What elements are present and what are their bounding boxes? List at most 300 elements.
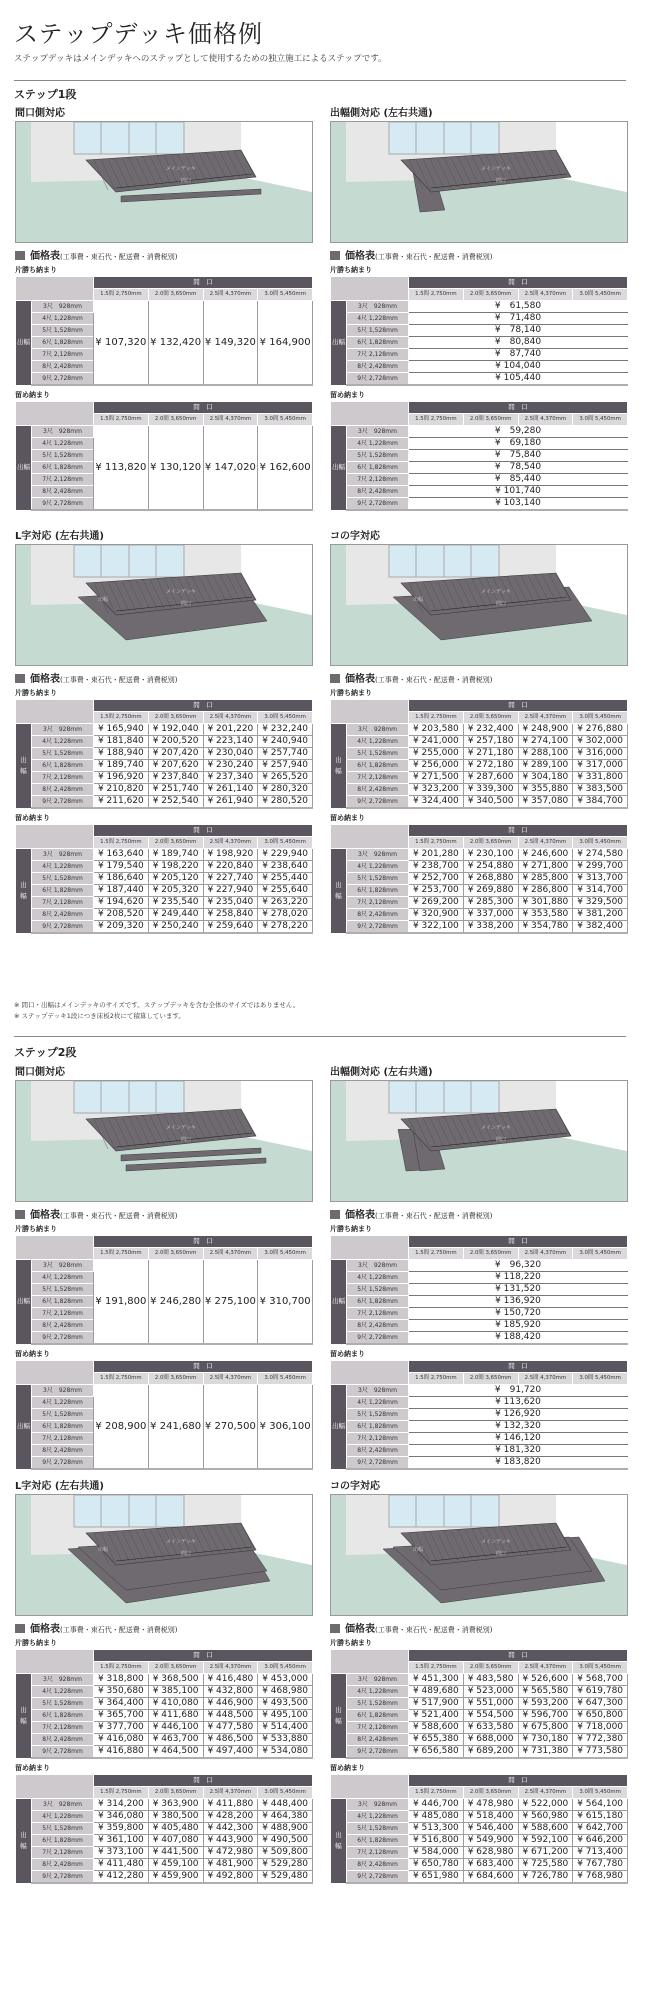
illus-maguchi-label: 間口: [496, 601, 507, 607]
column-header: 2.0間 3,650mm: [463, 1373, 518, 1385]
price-cell: ¥ 314,200: [94, 1799, 149, 1811]
price-cell: ¥ 132,320: [409, 1421, 628, 1433]
price-cell: ¥ 163,640: [94, 849, 149, 861]
table-row: [16, 724, 313, 736]
price-cell: ¥ 768,980: [573, 1871, 628, 1884]
column-header: 2.0間 3,650mm: [148, 712, 203, 724]
price-cell: ¥ 69,180: [409, 438, 628, 450]
table-title-note: (工事費・束石代・配送費・消費税別): [375, 253, 493, 261]
square-bullet-icon: [15, 674, 25, 683]
price-cell: ¥ 104,040: [409, 361, 628, 373]
price-cell: ¥ 651,980: [409, 1871, 464, 1884]
price-cell: ¥ 518,400: [463, 1811, 518, 1823]
price-cell: ¥ 551,000: [463, 1698, 518, 1710]
price-cell: ¥ 318,800: [94, 1674, 149, 1686]
column-header: 3.0間 5,450mm: [573, 1787, 628, 1799]
row-header: 7尺 2,128mm: [32, 897, 94, 909]
price-cell: ¥ 489,680: [409, 1686, 464, 1698]
price-cell: ¥ 78,540: [409, 462, 628, 474]
row-header: 9尺 2,728mm: [32, 1746, 94, 1759]
price-table: [15, 1774, 313, 1884]
price-cell: ¥ 165,940: [94, 724, 149, 736]
price-cell: ¥ 276,880: [573, 724, 628, 736]
row-header: 4尺 1,228mm: [32, 861, 94, 873]
table-row: [331, 1698, 628, 1710]
price-table: [15, 699, 313, 809]
price-cell: ¥ 412,280: [94, 1871, 149, 1884]
price-cell: ¥ 410,080: [148, 1698, 203, 1710]
row-header: 3尺 928mm: [347, 724, 409, 736]
price-cell: ¥ 270,500: [203, 1385, 258, 1470]
table-row: [331, 1260, 628, 1272]
table-row: [331, 1397, 628, 1409]
price-cell: ¥ 201,280: [409, 849, 464, 861]
column-header: 1.5間 2,750mm: [409, 1248, 464, 1260]
price-cell: ¥ 191,800: [94, 1260, 149, 1345]
row-header: 5尺 1,528mm: [32, 1698, 94, 1710]
price-cell: ¥ 529,480: [258, 1871, 313, 1884]
price-cell: ¥ 198,220: [148, 861, 203, 873]
price-cell: ¥ 205,120: [148, 873, 203, 885]
price-cell: ¥ 113,820: [94, 426, 149, 511]
debaba-header: 出 幅: [331, 1674, 347, 1759]
price-cell: ¥ 265,520: [258, 772, 313, 784]
debaba-header: 出 幅: [16, 1674, 32, 1759]
row-header: 3尺 928mm: [347, 1799, 409, 1811]
column-header: 3.0間 5,450mm: [573, 1373, 628, 1385]
row-header: 3尺 928mm: [32, 1799, 94, 1811]
table-row: [331, 450, 628, 462]
table-row: [331, 760, 628, 772]
price-cell: ¥ 485,080: [409, 1811, 464, 1823]
step2-panel-maguchi: [15, 1066, 313, 1470]
illus-main-deck-label: メインデッキ: [481, 1125, 511, 1131]
price-cell: ¥ 253,700: [409, 885, 464, 897]
table-title-text: 価格表: [345, 1210, 375, 1221]
column-header: 3.0間 5,450mm: [573, 289, 628, 301]
price-table-title: [330, 1209, 628, 1222]
price-cell: ¥ 280,320: [258, 784, 313, 796]
column-header: 2.0間 3,650mm: [463, 414, 518, 426]
price-cell: ¥ 514,400: [258, 1722, 313, 1734]
price-cell: ¥ 382,400: [573, 921, 628, 934]
price-cell: ¥ 448,500: [203, 1710, 258, 1722]
table-row: [331, 1332, 628, 1345]
row-header: 5尺 1,528mm: [32, 1823, 94, 1835]
illus-main-deck-label: メインデッキ: [481, 1539, 511, 1545]
column-header: 1.5間 2,750mm: [94, 712, 149, 724]
column-header: 3.0間 5,450mm: [258, 1373, 313, 1385]
table-row: [331, 736, 628, 748]
price-cell: ¥ 149,320: [203, 301, 258, 386]
price-table-title: [330, 673, 628, 686]
price-cell: ¥ 278,220: [258, 921, 313, 934]
deck-image: [15, 121, 313, 243]
price-cell: ¥ 208,900: [94, 1385, 149, 1470]
price-cell: ¥ 633,580: [463, 1722, 518, 1734]
table-row: [331, 1272, 628, 1284]
price-cell: ¥ 317,000: [573, 760, 628, 772]
row-header: 6尺 1,828mm: [347, 337, 409, 349]
price-cell: ¥ 483,580: [463, 1674, 518, 1686]
column-header: 2.0間 3,650mm: [463, 712, 518, 724]
maguchi-header: 間 口: [94, 825, 313, 837]
price-cell: ¥ 365,700: [94, 1710, 149, 1722]
table-row: [16, 1835, 313, 1847]
row-header: 6尺 1,828mm: [32, 885, 94, 897]
table-row: [16, 1260, 313, 1272]
column-header: 3.0間 5,450mm: [258, 289, 313, 301]
deck-image: [330, 121, 628, 243]
price-cell: ¥ 451,300: [409, 1674, 464, 1686]
price-cell: ¥ 384,700: [573, 796, 628, 809]
row-header: 4尺 1,228mm: [32, 1811, 94, 1823]
table-row: [331, 426, 628, 438]
row-header: 7尺 2,128mm: [32, 1433, 94, 1445]
illus-maguchi-label: 間口: [496, 1137, 507, 1143]
maguchi-header: 間 口: [409, 402, 628, 414]
price-cell: ¥ 136,920: [409, 1296, 628, 1308]
price-cell: ¥ 713,400: [573, 1847, 628, 1859]
price-table-title: [330, 250, 628, 263]
square-bullet-icon: [330, 251, 340, 260]
column-header: 3.0間 5,450mm: [573, 414, 628, 426]
row-header: 4尺 1,228mm: [32, 1272, 94, 1284]
price-cell: ¥ 565,580: [518, 1686, 573, 1698]
price-cell: ¥ 198,920: [203, 849, 258, 861]
row-header: 6尺 1,828mm: [32, 1296, 94, 1308]
table-corner: [16, 1236, 94, 1260]
panel-heading: 間口側対応: [15, 1067, 65, 1078]
price-cell: ¥ 492,800: [203, 1871, 258, 1884]
column-header: 3.0間 5,450mm: [573, 712, 628, 724]
row-header: 7尺 2,128mm: [347, 897, 409, 909]
row-header: 5尺 1,528mm: [347, 1823, 409, 1835]
table-row: [331, 349, 628, 361]
table-row: [16, 1871, 313, 1884]
column-header: 3.0間 5,450mm: [258, 1248, 313, 1260]
debaba-header: 出幅: [331, 1385, 347, 1470]
row-header: 4尺 1,228mm: [347, 1686, 409, 1698]
price-cell: ¥ 304,180: [518, 772, 573, 784]
price-cell: ¥ 207,620: [148, 760, 203, 772]
row-header: 7尺 2,128mm: [347, 1722, 409, 1734]
row-header: 5尺 1,528mm: [347, 1284, 409, 1296]
price-cell: ¥ 257,940: [258, 760, 313, 772]
price-cell: ¥ 416,880: [94, 1746, 149, 1759]
row-header: 4尺 1,228mm: [32, 736, 94, 748]
row-header: 5尺 1,528mm: [347, 873, 409, 885]
deck-image: [15, 1494, 313, 1616]
square-bullet-icon: [15, 1210, 25, 1219]
price-cell: ¥ 442,300: [203, 1823, 258, 1835]
row-header: 8尺 2,428mm: [32, 784, 94, 796]
table-row: [331, 474, 628, 486]
subheading-katakachi: 片勝ち納まり: [330, 1639, 372, 1647]
column-header: 1.5間 2,750mm: [94, 414, 149, 426]
price-cell: ¥ 230,040: [203, 748, 258, 760]
price-cell: ¥ 338,200: [463, 921, 518, 934]
subheading-katakachi: 片勝ち納まり: [15, 1639, 57, 1647]
column-header: 2.5間 4,370mm: [518, 837, 573, 849]
illus-main-deck-label: メインデッキ: [166, 1539, 196, 1545]
price-cell: ¥ 196,920: [94, 772, 149, 784]
price-cell: ¥ 258,840: [203, 909, 258, 921]
row-header: 6尺 1,828mm: [347, 1710, 409, 1722]
row-header: 9尺 2,728mm: [347, 1457, 409, 1470]
table-row: [331, 1296, 628, 1308]
price-table: [15, 1649, 313, 1759]
table-row: [331, 849, 628, 861]
price-cell: ¥ 373,100: [94, 1847, 149, 1859]
row-header: 6尺 1,828mm: [347, 760, 409, 772]
table-row: [331, 498, 628, 511]
price-cell: ¥ 596,700: [518, 1710, 573, 1722]
row-header: 6尺 1,828mm: [347, 462, 409, 474]
subheading-tome: 留め納まり: [15, 814, 50, 822]
price-cell: ¥ 240,940: [258, 736, 313, 748]
table-title-note: (工事費・束石代・配送費・消費税別): [375, 1212, 493, 1220]
debaba-header: 出幅: [331, 1260, 347, 1345]
table-title-text: 価格表: [345, 251, 375, 262]
price-cell: ¥ 316,000: [573, 748, 628, 760]
row-header: 5尺 1,528mm: [347, 450, 409, 462]
table-row: [331, 1746, 628, 1759]
column-header: 2.5間 4,370mm: [518, 289, 573, 301]
price-cell: ¥ 357,080: [518, 796, 573, 809]
row-header: 4尺 1,228mm: [32, 1686, 94, 1698]
price-cell: ¥ 132,420: [148, 301, 203, 386]
price-cell: ¥ 313,700: [573, 873, 628, 885]
row-header: 9尺 2,728mm: [32, 1871, 94, 1884]
row-header: 5尺 1,528mm: [32, 450, 94, 462]
price-cell: ¥ 230,240: [203, 760, 258, 772]
column-header: 2.5間 4,370mm: [203, 414, 258, 426]
price-cell: ¥ 464,380: [258, 1811, 313, 1823]
price-cell: ¥ 188,420: [409, 1332, 628, 1345]
price-cell: ¥ 773,580: [573, 1746, 628, 1759]
subheading-tome: 留め納まり: [15, 391, 50, 399]
row-header: 5尺 1,528mm: [32, 1284, 94, 1296]
price-cell: ¥ 208,520: [94, 909, 149, 921]
table-row: [331, 909, 628, 921]
price-table: [15, 824, 313, 934]
price-cell: ¥ 730,180: [518, 1734, 573, 1746]
illus-maguchi-label: 間口: [181, 1137, 192, 1143]
table-corner: [331, 402, 409, 426]
table-row: [331, 361, 628, 373]
price-cell: ¥ 446,700: [409, 1799, 464, 1811]
table-row: [16, 736, 313, 748]
row-header: 7尺 2,128mm: [32, 1722, 94, 1734]
price-cell: ¥ 533,880: [258, 1734, 313, 1746]
price-cell: ¥ 147,020: [203, 426, 258, 511]
row-header: 5尺 1,528mm: [32, 325, 94, 337]
row-header: 3尺 928mm: [347, 1385, 409, 1397]
subheading-tome: 留め納まり: [330, 391, 365, 399]
price-table: [330, 699, 628, 809]
table-row: [331, 486, 628, 498]
price-cell: ¥ 767,780: [573, 1859, 628, 1871]
price-cell: ¥ 103,140: [409, 498, 628, 511]
table-title-text: 価格表: [30, 674, 60, 685]
price-cell: ¥ 495,100: [258, 1710, 313, 1722]
table-row: [331, 301, 628, 313]
price-cell: ¥ 731,380: [518, 1746, 573, 1759]
price-cell: ¥ 209,320: [94, 921, 149, 934]
table-row: [331, 897, 628, 909]
column-header: 3.0間 5,450mm: [258, 1662, 313, 1674]
table-row: [331, 1445, 628, 1457]
row-header: 6尺 1,828mm: [32, 337, 94, 349]
price-cell: ¥ 105,440: [409, 373, 628, 386]
column-header: 3.0間 5,450mm: [258, 1787, 313, 1799]
maguchi-header: 間 口: [409, 277, 628, 289]
illus-main-deck-label: メインデッキ: [481, 166, 511, 172]
price-cell: ¥ 179,540: [94, 861, 149, 873]
row-header: 9尺 2,728mm: [347, 1332, 409, 1345]
table-title-text: 価格表: [345, 1624, 375, 1635]
table-row: [331, 373, 628, 386]
price-cell: ¥ 241,680: [148, 1385, 203, 1470]
price-cell: ¥ 446,100: [148, 1722, 203, 1734]
table-title-note: (工事費・束石代・配送費・消費税別): [60, 676, 178, 684]
table-title-note: (工事費・束石代・配送費・消費税別): [375, 676, 493, 684]
price-cell: ¥ 183,820: [409, 1457, 628, 1470]
row-header: 8尺 2,428mm: [32, 486, 94, 498]
row-header: 8尺 2,428mm: [32, 1859, 94, 1871]
row-header: 9尺 2,728mm: [32, 1457, 94, 1470]
table-corner: [16, 402, 94, 426]
price-cell: ¥ 725,580: [518, 1859, 573, 1871]
row-header: 6尺 1,828mm: [32, 1421, 94, 1433]
price-cell: ¥ 772,380: [573, 1734, 628, 1746]
table-row: [16, 1746, 313, 1759]
table-row: [16, 885, 313, 897]
price-table-title: [15, 673, 313, 686]
row-header: 5尺 1,528mm: [347, 1698, 409, 1710]
price-cell: ¥ 337,000: [463, 909, 518, 921]
column-header: 2.5間 4,370mm: [203, 1248, 258, 1260]
price-cell: ¥ 619,780: [573, 1686, 628, 1698]
row-header: 4尺 1,228mm: [32, 313, 94, 325]
price-cell: ¥ 101,740: [409, 486, 628, 498]
column-header: 2.5間 4,370mm: [518, 712, 573, 724]
price-cell: ¥ 416,480: [203, 1674, 258, 1686]
deck-image: [330, 1494, 628, 1616]
price-cell: ¥ 96,320: [409, 1260, 628, 1272]
price-cell: ¥ 203,580: [409, 724, 464, 736]
table-row: [331, 1385, 628, 1397]
column-header: 2.5間 4,370mm: [518, 1373, 573, 1385]
table-row: [16, 772, 313, 784]
price-cell: ¥ 118,220: [409, 1272, 628, 1284]
row-header: 7尺 2,128mm: [32, 1308, 94, 1320]
price-cell: ¥ 523,000: [463, 1686, 518, 1698]
price-cell: ¥ 254,880: [463, 861, 518, 873]
table-row: [331, 1686, 628, 1698]
price-cell: ¥ 428,200: [203, 1811, 258, 1823]
row-header: 9尺 2,728mm: [32, 796, 94, 809]
debaba-header: 出 幅: [331, 724, 347, 809]
maguchi-header: 間 口: [409, 1775, 628, 1787]
column-header: 1.5間 2,750mm: [94, 1248, 149, 1260]
price-cell: ¥ 252,700: [409, 873, 464, 885]
price-cell: ¥ 320,900: [409, 909, 464, 921]
price-cell: ¥ 683,400: [463, 1859, 518, 1871]
table-corner: [16, 825, 94, 849]
row-header: 4尺 1,228mm: [347, 438, 409, 450]
table-row: [331, 1421, 628, 1433]
price-cell: ¥ 271,500: [409, 772, 464, 784]
price-cell: ¥ 91,720: [409, 1385, 628, 1397]
price-cell: ¥ 411,880: [203, 1799, 258, 1811]
price-cell: ¥ 322,100: [409, 921, 464, 934]
square-bullet-icon: [330, 674, 340, 683]
table-corner: [331, 1650, 409, 1674]
table-row: [16, 1734, 313, 1746]
price-cell: ¥ 584,000: [409, 1847, 464, 1859]
square-bullet-icon: [15, 251, 25, 260]
row-header: 5尺 1,528mm: [347, 748, 409, 760]
price-table-title: [15, 250, 313, 263]
subheading-katakachi: 片勝ち納まり: [15, 1225, 57, 1233]
price-table: [15, 276, 313, 386]
price-cell: ¥ 688,000: [463, 1734, 518, 1746]
row-header: 4尺 1,228mm: [347, 1811, 409, 1823]
price-cell: ¥ 255,440: [258, 873, 313, 885]
table-title-text: 価格表: [30, 1210, 60, 1221]
price-cell: ¥ 255,640: [258, 885, 313, 897]
row-header: 4尺 1,228mm: [347, 313, 409, 325]
price-cell: ¥ 568,700: [573, 1674, 628, 1686]
step2-panel-debaba: [330, 1066, 628, 1470]
debaba-header: 出幅: [331, 426, 347, 511]
square-bullet-icon: [330, 1210, 340, 1219]
row-header: 6尺 1,828mm: [32, 760, 94, 772]
price-cell: ¥ 650,780: [409, 1859, 464, 1871]
debaba-header: 出幅: [331, 301, 347, 386]
price-cell: ¥ 448,400: [258, 1799, 313, 1811]
table-row: [331, 1799, 628, 1811]
row-header: 5尺 1,528mm: [347, 325, 409, 337]
row-header: 8尺 2,428mm: [32, 1320, 94, 1332]
table-row: [331, 1308, 628, 1320]
column-header: 1.5間 2,750mm: [94, 289, 149, 301]
table-row: [16, 1674, 313, 1686]
table-corner: [16, 700, 94, 724]
row-header: 7尺 2,128mm: [347, 1308, 409, 1320]
table-row: [16, 873, 313, 885]
row-header: 7尺 2,128mm: [347, 349, 409, 361]
price-cell: ¥ 278,020: [258, 909, 313, 921]
price-cell: ¥ 299,700: [573, 861, 628, 873]
maguchi-header: 間 口: [94, 277, 313, 289]
price-cell: ¥ 350,680: [94, 1686, 149, 1698]
price-cell: ¥ 368,500: [148, 1674, 203, 1686]
row-header: 3尺 928mm: [347, 426, 409, 438]
table-row: [331, 1871, 628, 1884]
column-header: 1.5間 2,750mm: [409, 712, 464, 724]
column-header: 1.5間 2,750mm: [94, 1373, 149, 1385]
price-table: [330, 1774, 628, 1884]
price-cell: ¥ 246,600: [518, 849, 573, 861]
table-row: [16, 301, 313, 313]
column-header: 2.0間 3,650mm: [463, 1662, 518, 1674]
price-cell: ¥ 288,100: [518, 748, 573, 760]
price-cell: ¥ 186,640: [94, 873, 149, 885]
table-corner: [331, 700, 409, 724]
